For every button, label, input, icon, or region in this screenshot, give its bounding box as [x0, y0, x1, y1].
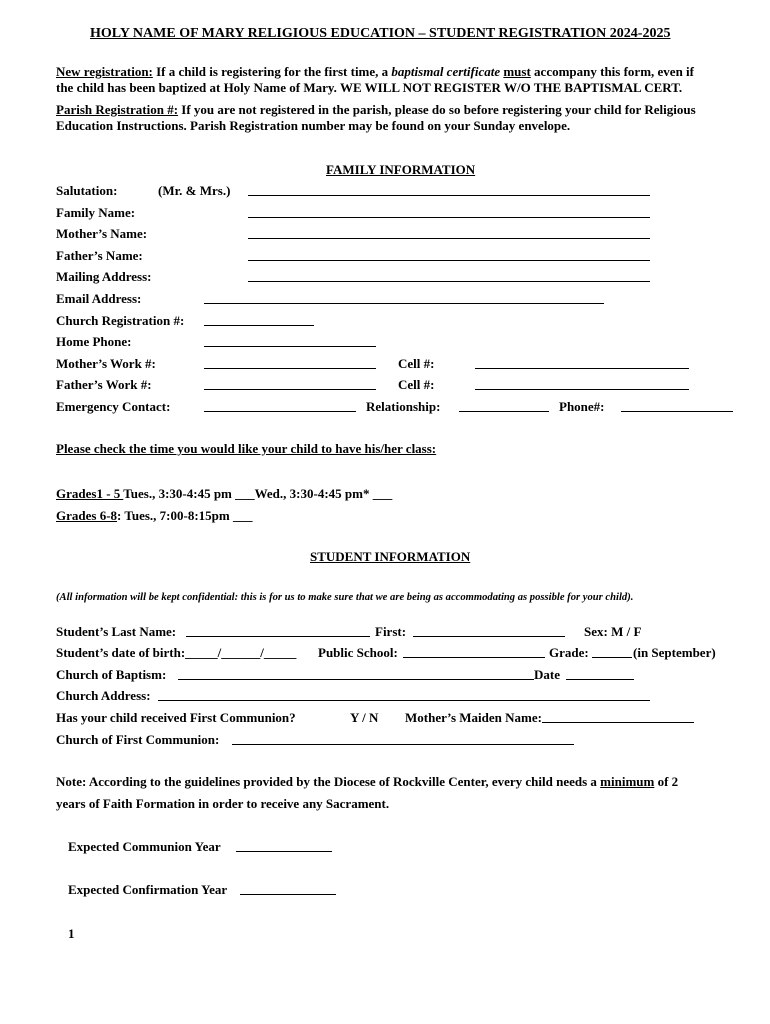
grade-label: Grade: — [549, 645, 589, 660]
student-last-name-label: Student’s Last Name: — [56, 624, 177, 639]
grades-1-5-times: Tues., 3:30-4:45 pm ___Wed., 3:30-4:45 pm* ___ — [123, 486, 393, 501]
baptism-date-label: Date — [534, 667, 560, 682]
new-registration-line2: the child has been baptized at Holy Name of Mary. WE WILL NOT REGISTER W/O THE BAPTISMAL CERT. — [56, 80, 683, 95]
grades-6-8-label: Grades 6-8 — [56, 508, 118, 523]
email-field[interactable] — [204, 291, 604, 304]
must-text: must — [503, 64, 531, 79]
church-registration-field[interactable] — [204, 313, 314, 326]
mother-name-field[interactable] — [248, 226, 650, 239]
student-last-name-field[interactable] — [186, 624, 370, 637]
church-address-field[interactable] — [158, 688, 650, 701]
new-registration-line1 — [56, 64, 694, 80]
diocese-note-line1 — [56, 774, 678, 790]
father-cell-field[interactable] — [475, 377, 689, 390]
grade-field[interactable] — [592, 645, 632, 658]
new-registration-text2: accompany this form, even if — [530, 64, 694, 79]
family-name-field[interactable] — [248, 205, 650, 218]
father-cell-label: Cell #: — [398, 377, 435, 392]
expected-communion-label: Expected Communion Year — [68, 839, 221, 854]
student-first-name-field[interactable] — [413, 624, 565, 637]
public-school-label: Public School: — [318, 645, 398, 660]
parish-registration-line1 — [56, 102, 696, 118]
page-title: HOLY NAME OF MARY RELIGIOUS EDUCATION – STUDENT REGISTRATION 2024-2025 — [90, 26, 671, 41]
student-first-name-label: First: — [375, 624, 407, 639]
diocese-note-line2: years of Faith Formation in order to receive any Sacrament. — [56, 796, 390, 811]
grades-6-8-times: : Tues., 7:00-8:15pm ___ — [117, 508, 253, 523]
maiden-name-label: Mother’s Maiden Name: — [405, 710, 542, 725]
mother-work-label: Mother’s Work #: — [56, 356, 156, 371]
home-phone-label: Home Phone: — [56, 334, 132, 349]
salutation-hint: (Mr. & Mrs.) — [158, 183, 231, 198]
church-registration-label: Church Registration #: — [56, 313, 185, 328]
class-time-prompt: Please check the time you would like your child to have his/her class: — [56, 441, 437, 456]
mother-cell-field[interactable] — [475, 356, 689, 369]
salutation-label: Salutation: — [56, 183, 118, 198]
emergency-contact-field[interactable] — [204, 399, 356, 412]
father-work-field[interactable] — [204, 377, 376, 390]
confidential-note: (All information will be kept confidential: this is for us to make sure that we are being as accommodating as possible for your child). — [56, 592, 634, 603]
family-name-label: Family Name: — [56, 205, 136, 220]
father-name-field[interactable] — [248, 248, 650, 261]
mailing-address-label: Mailing Address: — [56, 269, 152, 284]
mother-name-label: Mother’s Name: — [56, 226, 148, 241]
mother-cell-label: Cell #: — [398, 356, 435, 371]
expected-confirmation-field[interactable] — [240, 882, 336, 895]
maiden-name-field[interactable] — [542, 710, 694, 723]
grades-1-5-line[interactable] — [56, 486, 392, 502]
church-address-label: Church Address: — [56, 688, 151, 703]
student-info-heading: STUDENT INFORMATION — [310, 549, 471, 564]
home-phone-field[interactable] — [204, 334, 376, 347]
salutation-field[interactable] — [248, 183, 650, 196]
emergency-phone-label: Phone#: — [559, 399, 605, 414]
church-baptism-label: Church of Baptism: — [56, 667, 167, 682]
emergency-phone-field[interactable] — [621, 399, 733, 412]
public-school-field[interactable] — [403, 645, 545, 658]
church-first-communion-field[interactable] — [232, 732, 574, 745]
grades-6-8-line[interactable] — [56, 508, 252, 524]
expected-communion-field[interactable] — [236, 839, 332, 852]
relationship-label: Relationship: — [366, 399, 441, 414]
father-work-label: Father’s Work #: — [56, 377, 152, 392]
church-first-communion-label: Church of First Communion: — [56, 732, 220, 747]
church-baptism-field[interactable] — [178, 667, 534, 680]
minimum-text: minimum — [600, 774, 655, 789]
parish-registration-text: If you are not registered in the parish, please do so before registering your child for Religious — [178, 102, 696, 117]
first-communion-question: Has your child received First Communion? — [56, 710, 296, 725]
emergency-contact-label: Emergency Contact: — [56, 399, 171, 414]
baptismal-certificate-text: baptismal certificate — [391, 64, 501, 79]
father-name-label: Father’s Name: — [56, 248, 143, 263]
parish-registration-label: Parish Registration #: — [56, 102, 179, 117]
diocese-note-text2: of 2 — [654, 774, 679, 789]
sex-label[interactable]: Sex: M / F — [584, 624, 642, 639]
parish-registration-line2: Education Instructions. Parish Registration number may be found on your Sunday envelope. — [56, 118, 571, 133]
page-number: 1 — [68, 926, 75, 941]
grades-1-5-label: Grades1 - 5 — [56, 486, 124, 501]
new-registration-text: If a child is registering for the first time, a — [152, 64, 392, 79]
grade-suffix: (in September) — [633, 645, 716, 660]
mother-work-field[interactable] — [204, 356, 376, 369]
email-label: Email Address: — [56, 291, 142, 306]
relationship-field[interactable] — [459, 399, 549, 412]
first-communion-yn[interactable]: Y / N — [350, 710, 379, 725]
diocese-note-text: Note: According to the guidelines provided by the Diocese of Rockville Center, every child needs a — [56, 774, 601, 789]
mailing-address-field[interactable] — [248, 269, 650, 282]
baptism-date-field[interactable] — [566, 667, 634, 680]
family-info-heading: FAMILY INFORMATION — [326, 162, 476, 177]
expected-confirmation-label: Expected Confirmation Year — [68, 882, 228, 897]
dob-label[interactable]: Student’s date of birth:_____/______/_____ — [56, 645, 297, 660]
new-registration-label: New registration: — [56, 64, 153, 79]
